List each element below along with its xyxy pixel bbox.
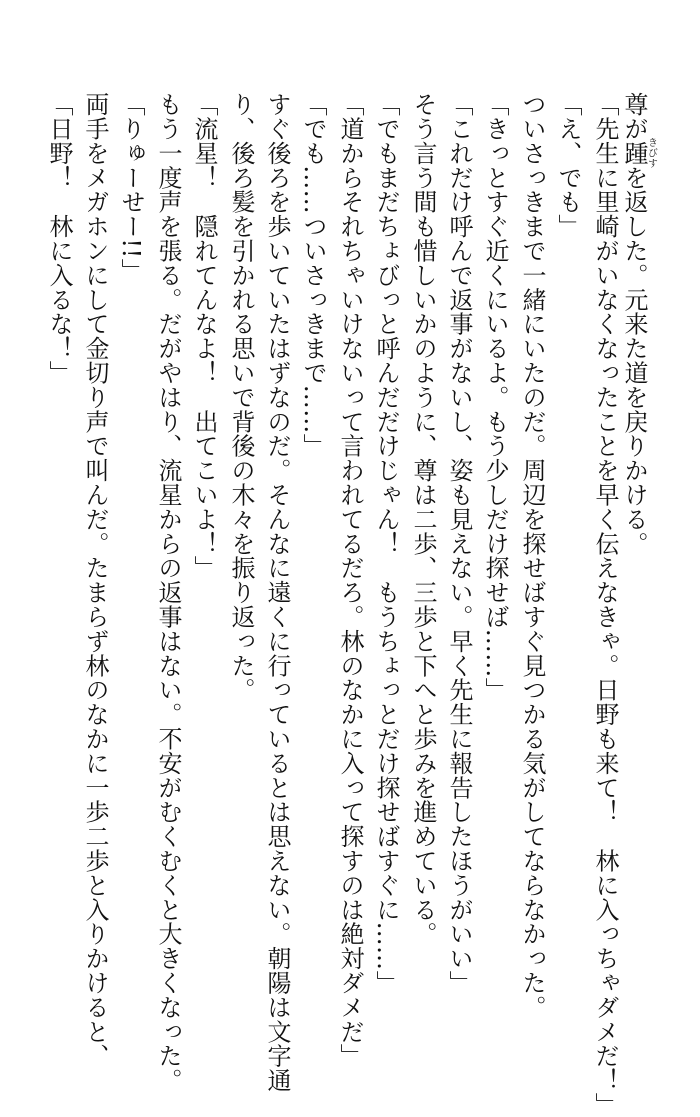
text-line-13: 「流星！ 隠れてんなよ！ 出てこいよ！」 [190,92,218,580]
text-line-10: 「でも……ついさっきまで……」 [299,92,327,458]
text-line-6: 「これだけ呼んで返事がないし、姿も見えない。早く先生に報告したほうがいい」 [445,92,473,995]
ruby-reading: きびす [645,137,657,169]
text-line-2: 「先生に里崎がいなくなったことを早く伝えなきゃ。日野も来て！ 林に入っちゃダメだ！」 [591,92,619,1117]
ruby-kibisu [620,137,657,169]
text-line-7: そう言う間も惜しいかのように、尊は二歩、三歩と下へと歩みを進めている。 [409,92,437,946]
ruby-base: 踵 [620,137,648,169]
line-1-before: 尊が [620,92,648,141]
text-line-12: り、後ろ髪を引かれる思いで背後の木々を振り返った。 [227,92,255,702]
text-line-14: もう一度声を張る。だがやはり、流星からの返事はない。不安がむくむくと大きくなった。 [154,92,182,1093]
text-line-15: 「りゅーせー!!」 [117,92,145,283]
text-line-3: 「え、でも」 [554,92,582,239]
text-line-11: すぐ後ろを歩いていたはずなのだ。そんなに遠くに行っているとは思えない。朝陽は文字通 [263,92,291,1093]
text-line-16: 両手をメガホンにして金切り声で叫んだ。たまらず林のなかに一歩二歩と入りかけると、 [81,92,109,1068]
text-line-4: ついさっきまで一緒にいたのだ。周辺を探せばすぐ見つかる気がしてならなかった。 [518,92,546,1020]
text-line-8: 「でもまだちょびっと呼んだだけじゃん！ もうちょっとだけ探せばすぐに……」 [372,92,400,995]
text-line-9: 「道からそれちゃいけないって言われてるだろ。林のなかに入って探すのは絶対ダメだ」 [336,92,364,1068]
line-1-after: を返した。元来た道を戻りかける。 [620,165,648,556]
text-line-17: 「日野！ 林に入るな！」 [45,92,73,385]
text-line-1 [620,92,657,992]
text-line-5: 「きっとすぐ近くにいるよ。もう少しだけ探せば……」 [481,92,509,702]
